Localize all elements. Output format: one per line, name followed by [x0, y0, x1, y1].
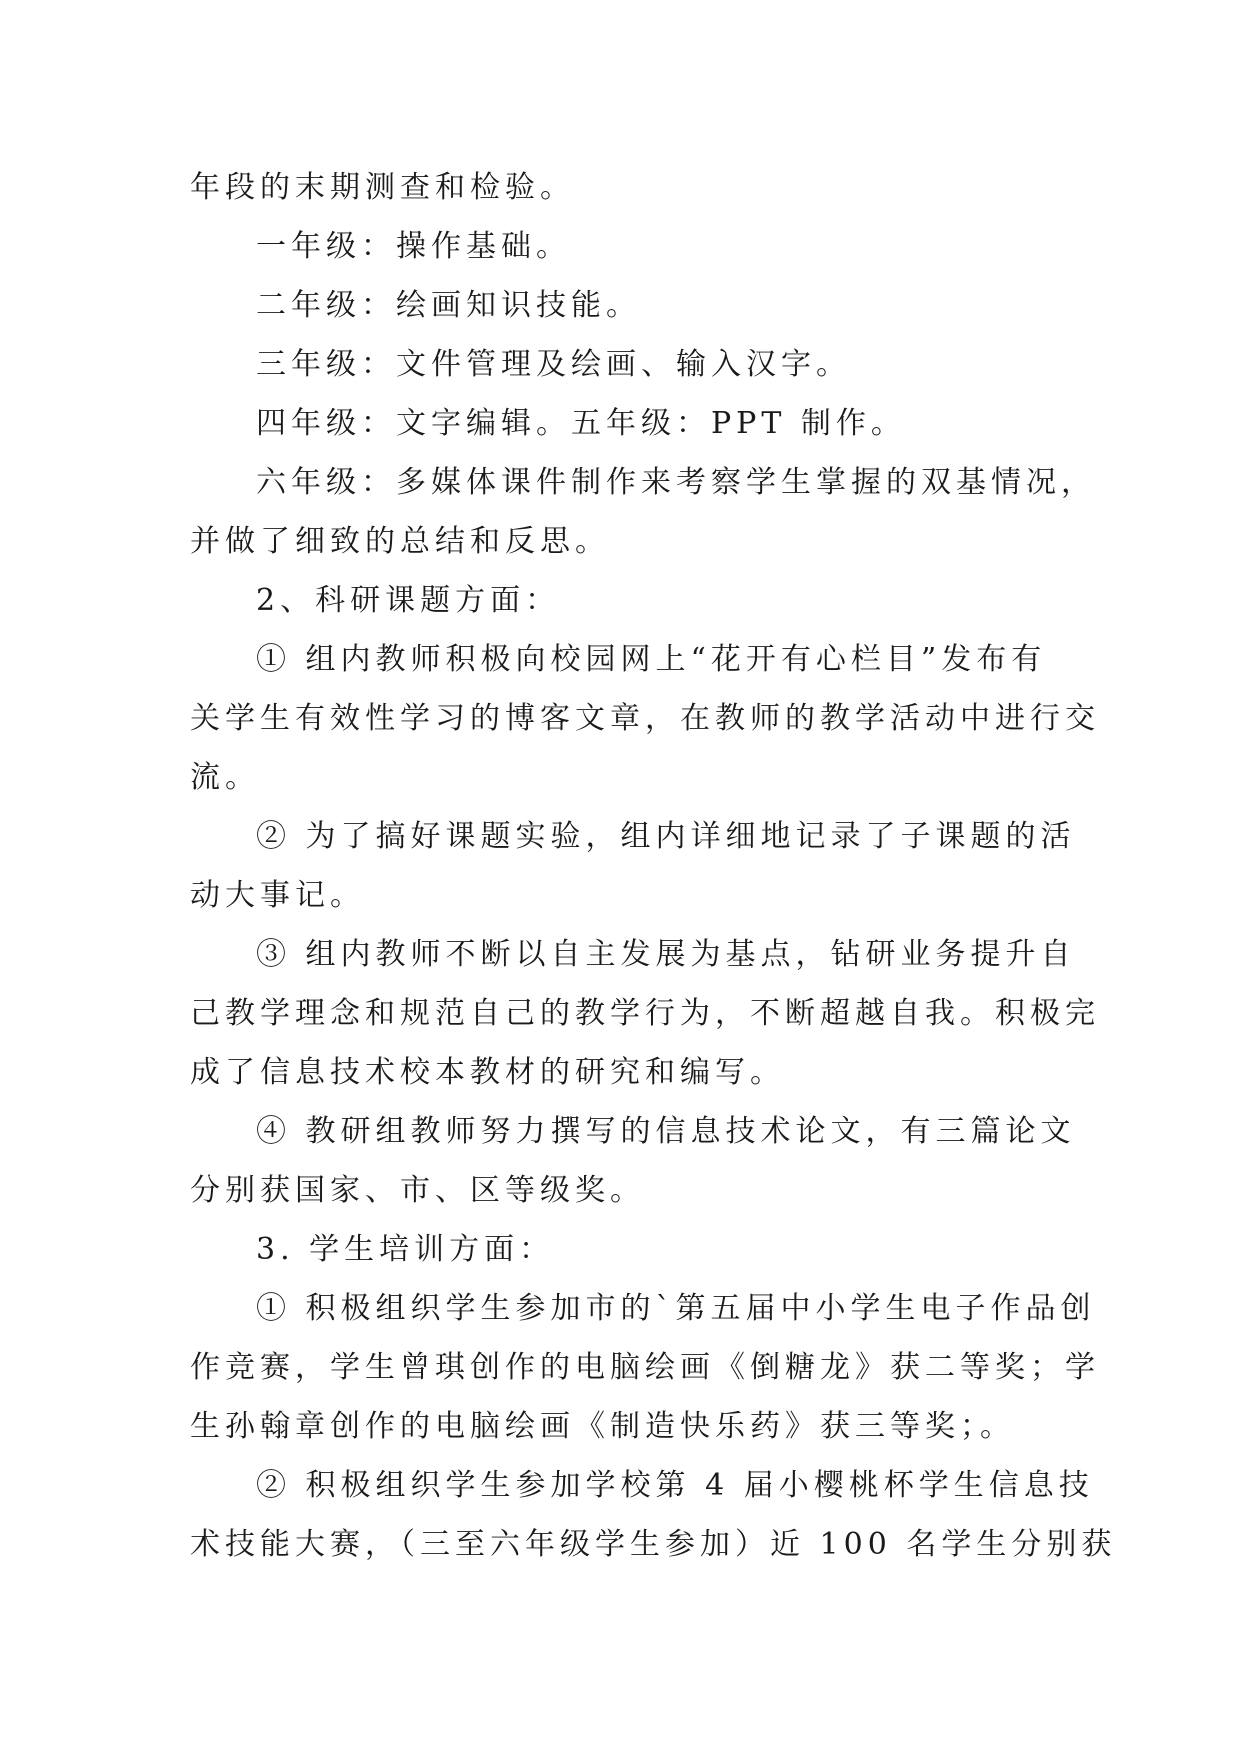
text-line: 作竞赛，学生曾琪创作的电脑绘画《倒糖龙》获二等奖；学: [190, 1350, 1100, 1385]
text-line: 流。: [190, 760, 260, 795]
text-line: 二年级：绘画知识技能。: [256, 288, 641, 323]
text-line: 年段的末期测查和检验。: [190, 170, 575, 205]
text-line: 3. 学生培训方面：: [256, 1232, 555, 1267]
text-line: 动大事记。: [190, 878, 365, 913]
text-line: 分别获国家、市、区等级奖。: [190, 1173, 645, 1208]
text-line: ② 为了搞好课题实验，组内详细地记录了子课题的活: [256, 819, 1076, 854]
text-line: 并做了细致的总结和反思。: [190, 524, 610, 559]
text-line: ④ 教研组教师努力撰写的信息技术论文，有三篇论文: [256, 1114, 1076, 1149]
text-line: 术技能大赛，（三至六年级学生参加）近 100 名学生分别获: [190, 1527, 1117, 1562]
text-line: 四年级：文字编辑。五年级：PPT 制作。: [256, 406, 906, 441]
text-line: 关学生有效性学习的博客文章，在教师的教学活动中进行交: [190, 701, 1100, 736]
text-line: 成了信息技术校本教材的研究和编写。: [190, 1055, 785, 1090]
text-line: 一年级：操作基础。: [256, 229, 571, 264]
text-line: ② 积极组织学生参加学校第 4 届小樱桃杯学生信息技: [256, 1468, 1094, 1503]
text-line: ① 组内教师积极向校园网上“花开有心栏目”发布有: [256, 642, 1047, 677]
text-line: 六年级：多媒体课件制作来考察学生掌握的双基情况，: [256, 465, 1096, 500]
text-line: 生孙翰章创作的电脑绘画《制造快乐药》获三等奖；。: [190, 1409, 1015, 1444]
document-body: [190, 158, 1117, 1574]
text-line: 己教学理念和规范自己的教学行为，不断超越自我。积极完: [190, 996, 1100, 1031]
text-line: 三年级：文件管理及绘画、输入汉字。: [256, 347, 851, 382]
text-line: ① 积极组织学生参加市的`第五届中小学生电子作品创: [256, 1291, 1096, 1326]
text-line: ③ 组内教师不断以自主发展为基点，钻研业务提升自: [256, 937, 1076, 972]
text-line: 2、科研课题方面：: [256, 583, 561, 618]
